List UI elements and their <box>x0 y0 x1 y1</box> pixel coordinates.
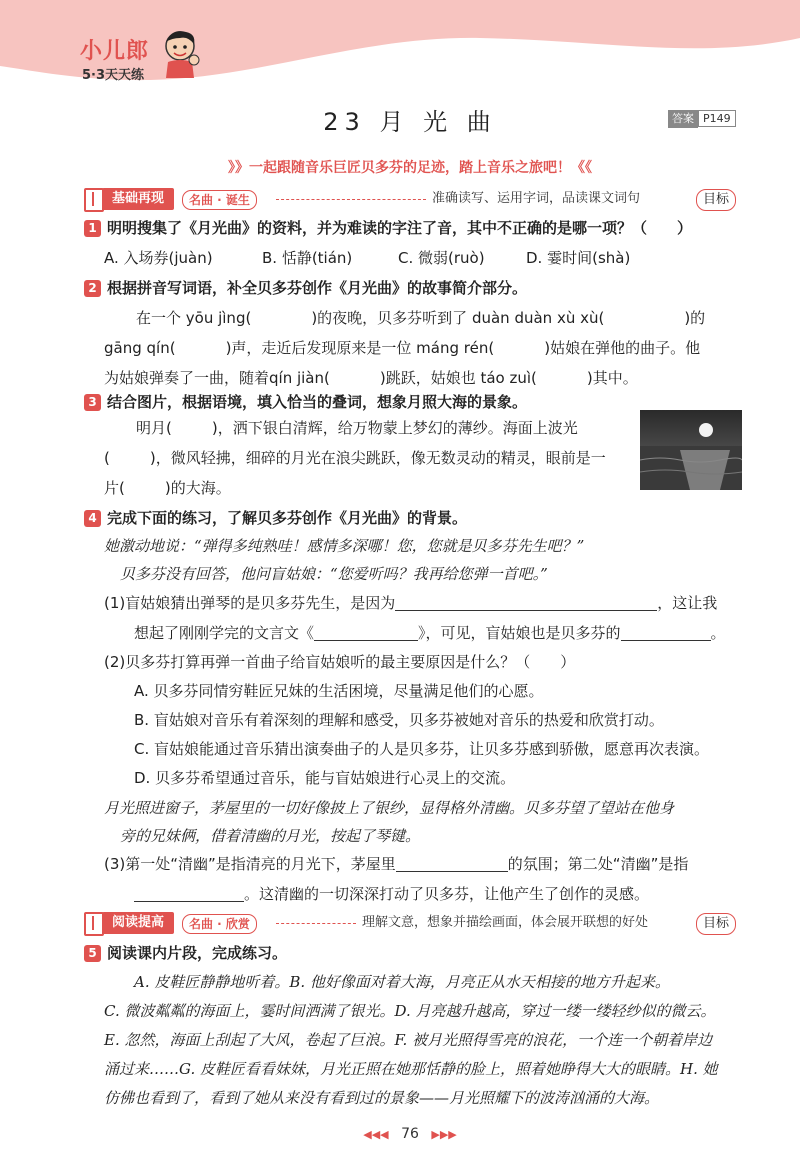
q5-passage-line-5: 仿佛也看到了，看到了她从来没有看到过的景象——月光照耀下的波涛汹涌的大海。 <box>104 1089 660 1107</box>
q4-part-1: (1)盲姑娘猜出弹琴的是贝多芬先生，是因为 ，这让我 <box>104 594 718 612</box>
question-5-stem: 5 阅读课内片段，完成练习。 <box>84 943 287 963</box>
q4-option-b[interactable]: B. 盲姑娘对音乐有着深刻的理解和感受，贝多芬被她对音乐的热爱和欣赏打动。 <box>134 711 664 729</box>
question-number: 5 <box>84 945 101 962</box>
q5-passage-line-2: C. 微波粼粼的海面上，霎时间洒满了银光。D. 月亮越升越高，穿过一缕一缕轻纱似的微云。 <box>104 1002 716 1020</box>
question-number: 2 <box>84 280 101 297</box>
q4-quote-3-cont: 旁的兄妹俩，借着清幽的月光，按起了琴键。 <box>120 827 421 845</box>
q4-quote-2: 贝多芬没有回答，他问盲姑娘：“您爱听吗？我再给您弹一首吧。” <box>120 565 548 583</box>
lesson-title: 23 月 光 曲 <box>323 108 497 136</box>
question-number: 1 <box>84 220 101 237</box>
q4-quote-1: 她激动地说：“弹得多纯熟哇！感情多深哪！您，您就是贝多芬先生吧？” <box>104 537 585 555</box>
section-tag: 名曲 · 欣赏 <box>182 914 257 934</box>
section-divider <box>276 199 426 200</box>
question-1-stem: 1 明明搜集了《月光曲》的资料，并为难读的字注了音，其中不正确的是哪一项？（ ） <box>84 218 692 238</box>
q1-option-b[interactable]: B. 恬静(tián) <box>262 249 353 267</box>
q3-line-2: ( )，微风轻拂，细碎的月光在浪尖跳跃，像无数灵动的精灵，眼前是一 <box>104 449 606 467</box>
section-header-reading <box>84 912 744 934</box>
book-icon <box>84 912 104 936</box>
section-name: 阅读提高 <box>102 912 174 934</box>
q5-passage-line-3: E. 忽然，海面上刮起了大风，卷起了巨浪。F. 被月光照得雪亮的浪花，一个连一个朝着岸边 <box>104 1031 713 1049</box>
q4-part-1-cont: 想起了刚刚学完的文言文《 》，可见，盲姑娘也是贝多芬的 。 <box>134 624 726 642</box>
brand-name: 小儿郎 <box>80 39 150 64</box>
question-3-stem: 3 结合图片，根据语境，填入恰当的叠词，想象月照大海的景象。 <box>84 392 527 412</box>
q1-option-d[interactable]: D. 霎时间(shà) <box>526 249 631 267</box>
brand-logo <box>80 34 210 84</box>
brand-series: 5·3天天练 <box>82 68 145 83</box>
question-4-stem: 4 完成下面的练习，了解贝多芬创作《月光曲》的背景。 <box>84 508 467 528</box>
page-footer <box>340 1126 480 1142</box>
q2-line-1: 在一个 yōu jìng( )的夜晚，贝多芬听到了 duàn duàn xù xù( )的 <box>136 309 706 327</box>
next-arrows-icon: ▶▶▶ <box>431 1128 457 1141</box>
q3-line-3: 片( )的大海。 <box>104 479 231 497</box>
q5-passage-line-4: 涌过来……G. 皮鞋匠看看妹妹，月光正照在她那恬静的脸上，照着她睁得大大的眼睛。H. 她 <box>104 1060 718 1078</box>
page-number: 76 <box>401 1126 419 1142</box>
q3-line-1: 明月( )，洒下银白清辉，给万物蒙上梦幻的薄纱。海面上波光 <box>136 419 578 437</box>
goal-label: 目标 <box>696 189 736 211</box>
section-name: 基础再现 <box>102 188 174 210</box>
q4-option-a[interactable]: A. 贝多芬同情穷鞋匠兄妹的生活困境，尽量满足他们的心愿。 <box>134 682 544 700</box>
section-divider <box>276 923 356 924</box>
section-goal: 准确读写、运用字词，品读课文词句 <box>432 191 641 206</box>
section-goal: 理解文意，想象并描绘画面，体会展开联想的好处 <box>362 915 649 930</box>
goal-label: 目标 <box>696 913 736 935</box>
q5-passage-line-1: A. 皮鞋匠静静地听着。B. 他好像面对着大海，月亮正从水天相接的地方升起来。 <box>134 973 670 991</box>
section-header-basic <box>84 188 744 210</box>
answer-page: P149 <box>698 110 736 127</box>
q4-quote-3: 月光照进窗子，茅屋里的一切好像披上了银纱，显得格外清幽。贝多芬望了望站在他身 <box>104 799 675 817</box>
q2-line-3: 为姑娘弹奏了一曲，随着qín jiàn( )跳跃，姑娘也 táo zuì( )其中。 <box>104 369 638 387</box>
slogan: 》》一起跟随音乐巨匠贝多芬的足迹，踏上音乐之旅吧！《《 <box>228 160 592 176</box>
q4-option-d[interactable]: D. 贝多芬希望通过音乐，能与盲姑娘进行心灵上的交流。 <box>134 769 516 787</box>
q4-blank-4[interactable] <box>396 871 508 872</box>
question-2-stem: 2 根据拼音写词语，补全贝多芬创作《月光曲》的故事简介部分。 <box>84 278 527 298</box>
section-tag: 名曲 · 诞生 <box>182 190 257 210</box>
q4-blank-1[interactable] <box>395 610 657 611</box>
q4-blank-3[interactable] <box>621 640 711 641</box>
q4-option-c[interactable]: C. 盲姑娘能通过音乐猜出演奏曲子的人是贝多芬，让贝多芬感到骄傲，愿意再次表演。 <box>134 740 710 758</box>
question-number: 4 <box>84 510 101 527</box>
q4-blank-2[interactable] <box>314 640 418 641</box>
q2-line-2: gāng qín( )声，走近后发现原来是一位 máng rén( )姑娘在弹他的曲子。他 <box>104 339 701 357</box>
q4-part-3-cont: 。这清幽的一切深深打动了贝多芬，让他产生了创作的灵感。 <box>134 884 649 904</box>
answer-reference <box>668 107 736 125</box>
moonlit-sea-image <box>640 410 742 490</box>
q1-option-c[interactable]: C. 微弱(ruò) <box>398 249 485 267</box>
mascot-icon <box>160 28 202 78</box>
q1-option-a[interactable]: A. 入场券(juàn) <box>104 249 213 267</box>
q4-part-3: (3)第一处“清幽”是指清亮的月光下，茅屋里 的氛围；第二处“清幽”是指 <box>104 855 689 873</box>
book-icon <box>84 188 104 212</box>
q4-blank-5[interactable] <box>134 901 244 902</box>
question-number: 3 <box>84 394 101 411</box>
q4-part-2: (2)贝多芬打算再弹一首曲子给盲姑娘听的最主要原因是什么？（ ） <box>104 653 576 671</box>
prev-arrows-icon: ◀◀◀ <box>363 1128 389 1141</box>
answer-label: 答案 <box>668 110 698 128</box>
